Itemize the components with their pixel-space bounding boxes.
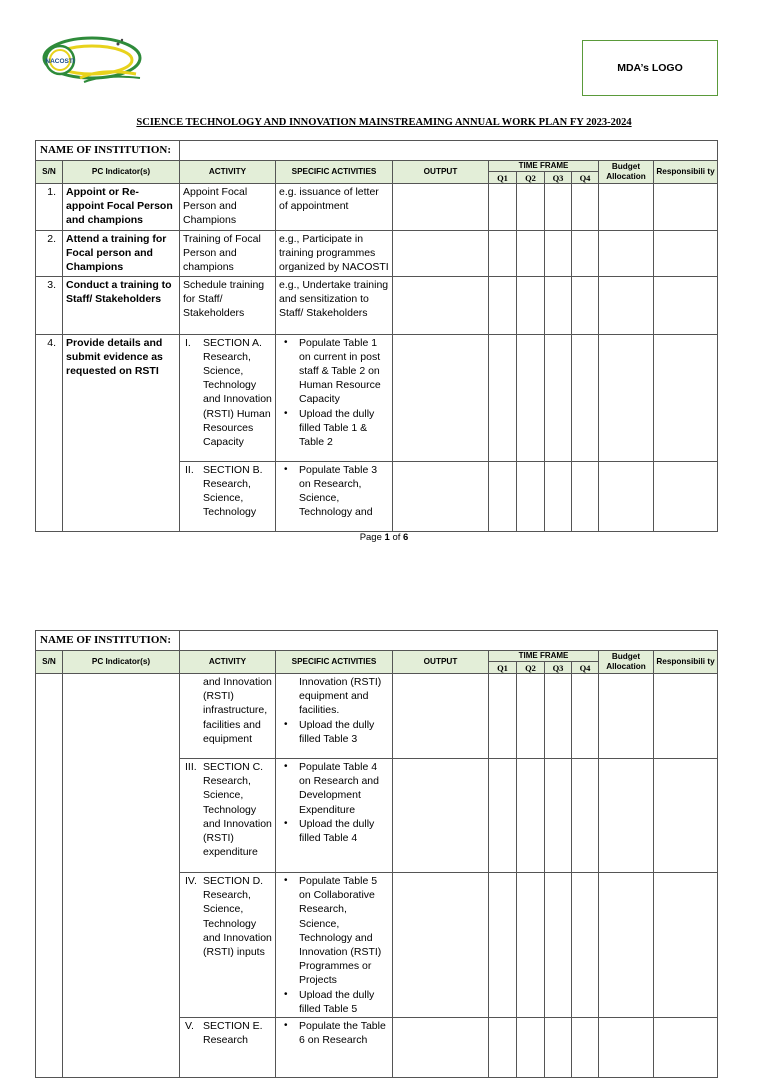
row-budget[interactable] <box>599 184 654 231</box>
section-specific <box>276 674 393 759</box>
row-sn: 1. <box>36 184 63 231</box>
section-text: SECTION C. Research, Science, Technology and Innovation (RSTI) expenditure <box>203 761 272 859</box>
section-specific <box>276 1018 393 1078</box>
row-indicator: Provide details and submit evidence as requested on RSTI <box>63 334 180 531</box>
row-responsibility[interactable] <box>654 231 718 277</box>
row-q3[interactable] <box>545 1018 572 1078</box>
row-q2[interactable] <box>517 184 545 231</box>
col-q2: Q2 <box>517 662 545 674</box>
bullet-item: • Populate Table 4 on Research and Development Expenditure <box>299 760 389 817</box>
table-row <box>36 184 718 231</box>
col-activity: ACTIVITY <box>180 651 276 674</box>
work-plan-table <box>35 140 718 532</box>
institution-label: NAME OF INSTITUTION: <box>36 141 180 161</box>
work-plan-table-continued <box>35 630 718 1078</box>
col-time-frame: TIME FRAME <box>489 651 599 662</box>
institution-value[interactable] <box>180 631 718 651</box>
row-budget[interactable] <box>599 276 654 334</box>
row-responsibility[interactable] <box>654 184 718 231</box>
row-sn: 2. <box>36 231 63 277</box>
section-number: IV. <box>185 875 197 887</box>
col-q3: Q3 <box>545 662 572 674</box>
bullet-item: • Upload the dully filled Table 3 <box>299 718 389 746</box>
logo-text: NACOSTI <box>45 58 75 65</box>
section-number: II. <box>185 463 194 476</box>
row-responsibility[interactable] <box>654 276 718 334</box>
document-title: SCIENCE TECHNOLOGY AND INNOVATION MAINSTREAMING ANNUAL WORK PLAN FY 2023-2024 <box>136 117 632 128</box>
col-responsibility: Responsibili ty <box>654 161 718 184</box>
footer-page: 1 <box>384 532 390 543</box>
bullet-item: • Upload the dully filled Table 1 & Table 2 <box>299 407 389 450</box>
col-q2: Q2 <box>517 172 545 184</box>
row-q4[interactable] <box>572 231 599 277</box>
row-output[interactable] <box>393 461 489 531</box>
table-row <box>36 276 718 334</box>
section-text: SECTION D. Research, Science, Technology and Innovation (RSTI) inputs <box>203 875 272 959</box>
row-indicator: Attend a training for Focal person and Champions <box>63 231 180 277</box>
col-output: OUTPUT <box>393 161 489 184</box>
row-q2[interactable] <box>517 674 545 759</box>
row-budget[interactable] <box>599 334 654 461</box>
row-specific: e.g., Participate in training programmes organized by NACOSTI <box>276 231 393 277</box>
row-sn: 3. <box>36 276 63 334</box>
col-budget: Budget Allocation <box>599 651 654 674</box>
section-number: III. <box>185 761 197 773</box>
row-output[interactable] <box>393 334 489 461</box>
section-number <box>183 675 203 746</box>
row-budget[interactable] <box>599 231 654 277</box>
section-activity <box>180 873 276 1018</box>
section-text: SECTION A. Research, Science, Technology and Innovation (RSTI) Human Resources Capacity <box>203 336 272 449</box>
row-responsibility[interactable] <box>654 674 718 759</box>
row-q3[interactable] <box>545 184 572 231</box>
row-q4[interactable] <box>572 184 599 231</box>
row-output[interactable] <box>393 674 489 759</box>
row-q1[interactable] <box>489 759 517 873</box>
section-number: V. <box>185 1020 194 1033</box>
col-q1: Q1 <box>489 172 517 184</box>
row-q2[interactable] <box>517 1018 545 1078</box>
row-q2[interactable] <box>517 461 545 531</box>
row-sn: 4. <box>36 334 63 531</box>
row-q1[interactable] <box>489 231 517 277</box>
row-specific: e.g., Undertake training and sensitization to Staff/ Stakeholders <box>276 276 393 334</box>
row-output[interactable] <box>393 276 489 334</box>
row-q4[interactable] <box>572 1018 599 1078</box>
col-q4: Q4 <box>572 662 599 674</box>
row-q1[interactable] <box>489 461 517 531</box>
row-indicator: Appoint or Re-appoint Focal Person and champions <box>63 184 180 231</box>
row-q4[interactable] <box>572 674 599 759</box>
footer-total: 6 <box>403 532 409 543</box>
section-specific <box>276 334 393 461</box>
row-budget[interactable] <box>599 461 654 531</box>
row-budget[interactable] <box>599 674 654 759</box>
row-responsibility[interactable] <box>654 1018 718 1078</box>
table-row <box>36 674 718 759</box>
row-q2[interactable] <box>517 334 545 461</box>
table-row <box>36 231 718 277</box>
row-output[interactable] <box>393 231 489 277</box>
col-pc-indicator: PC Indicator(s) <box>63 651 180 674</box>
col-q3: Q3 <box>545 172 572 184</box>
institution-label: NAME OF INSTITUTION: <box>36 631 180 651</box>
col-budget: Budget Allocation <box>599 161 654 184</box>
row-specific: e.g. issuance of letter of appointment <box>276 184 393 231</box>
section-activity <box>180 334 276 461</box>
row-q1[interactable] <box>489 674 517 759</box>
col-q4: Q4 <box>572 172 599 184</box>
nacosti-logo <box>40 34 150 86</box>
footer-mid: of <box>389 532 404 543</box>
row-q4[interactable] <box>572 873 599 1018</box>
row-q2[interactable] <box>517 276 545 334</box>
row-activity: Schedule training for Staff/ Stakeholders <box>180 276 276 334</box>
col-sn: S/N <box>36 651 63 674</box>
page-2 <box>0 600 768 1047</box>
section-activity <box>180 461 276 531</box>
col-time-frame: TIME FRAME <box>489 161 599 172</box>
section-text: SECTION B. Research, Science, Technology <box>203 463 263 519</box>
row-q1[interactable] <box>489 276 517 334</box>
section-activity <box>180 674 276 759</box>
row-output[interactable] <box>393 1018 489 1078</box>
bullet-item: • Populate the Table 6 on Research <box>299 1019 389 1047</box>
row-q3[interactable] <box>545 461 572 531</box>
row-sn <box>36 674 63 1078</box>
section-activity <box>180 759 276 873</box>
row-responsibility[interactable] <box>654 334 718 461</box>
row-q4[interactable] <box>572 334 599 461</box>
row-q1[interactable] <box>489 1018 517 1078</box>
col-output: OUTPUT <box>393 651 489 674</box>
section-text: SECTION E. Research <box>203 1020 263 1047</box>
row-q3[interactable] <box>545 674 572 759</box>
row-activity: Appoint Focal Person and Champions <box>180 184 276 231</box>
bullet-item: • Upload the dully filled Table 4 <box>299 817 389 845</box>
row-responsibility[interactable] <box>654 461 718 531</box>
section-activity <box>180 1018 276 1078</box>
row-budget[interactable] <box>599 759 654 873</box>
mda-logo-box: MDA’s LOGO <box>582 40 718 96</box>
row-q4[interactable] <box>572 461 599 531</box>
row-q2[interactable] <box>517 231 545 277</box>
col-specific-activities: SPECIFIC ACTIVITIES <box>276 161 393 184</box>
row-q3[interactable] <box>545 276 572 334</box>
row-indicator <box>63 674 180 1078</box>
institution-value[interactable] <box>180 141 718 161</box>
row-budget[interactable] <box>599 1018 654 1078</box>
footer-prefix: Page <box>359 532 385 543</box>
row-responsibility[interactable] <box>654 759 718 873</box>
row-output[interactable] <box>393 759 489 873</box>
bullet-item: • Upload the dully filled Table 5 <box>299 988 389 1016</box>
row-output[interactable] <box>393 873 489 1018</box>
row-q3[interactable] <box>545 759 572 873</box>
bullet-item: • Populate Table 3 on Research, Science, Technology and <box>299 463 389 520</box>
section-number: I. <box>185 336 191 349</box>
table-row <box>36 334 718 461</box>
row-q1[interactable] <box>489 873 517 1018</box>
row-q2[interactable] <box>517 759 545 873</box>
bullet-item: • Populate Table 5 on Collaborative Research, Science, Technology and Innovation (RSTI) Programmes or Projects <box>299 874 389 988</box>
row-q4[interactable] <box>572 759 599 873</box>
section-specific <box>276 759 393 873</box>
row-q1[interactable] <box>489 334 517 461</box>
row-output[interactable] <box>393 184 489 231</box>
row-activity: Training of Focal Person and champions <box>180 231 276 277</box>
col-q1: Q1 <box>489 662 517 674</box>
col-sn: S/N <box>36 161 63 184</box>
row-q3[interactable] <box>545 334 572 461</box>
row-q4[interactable] <box>572 276 599 334</box>
section-specific <box>276 461 393 531</box>
continued-text: Innovation (RSTI) equipment and facilities. <box>299 676 382 717</box>
row-indicator: Conduct a training to Staff/ Stakeholders <box>63 276 180 334</box>
bullet-item: • Populate Table 1 on current in post staff & Table 2 on Human Resource Capacity <box>299 336 389 407</box>
row-q1[interactable] <box>489 184 517 231</box>
page-footer <box>0 532 768 543</box>
col-responsibility: Responsibili ty <box>654 651 718 674</box>
section-specific <box>276 873 393 1018</box>
col-pc-indicator: PC Indicator(s) <box>63 161 180 184</box>
col-specific-activities: SPECIFIC ACTIVITIES <box>276 651 393 674</box>
row-budget[interactable] <box>599 873 654 1018</box>
col-activity: ACTIVITY <box>180 161 276 184</box>
row-q3[interactable] <box>545 873 572 1018</box>
section-text: and Innovation (RSTI) infrastructure, facilities and equipment <box>203 676 272 745</box>
row-responsibility[interactable] <box>654 873 718 1018</box>
row-q2[interactable] <box>517 873 545 1018</box>
row-q3[interactable] <box>545 231 572 277</box>
